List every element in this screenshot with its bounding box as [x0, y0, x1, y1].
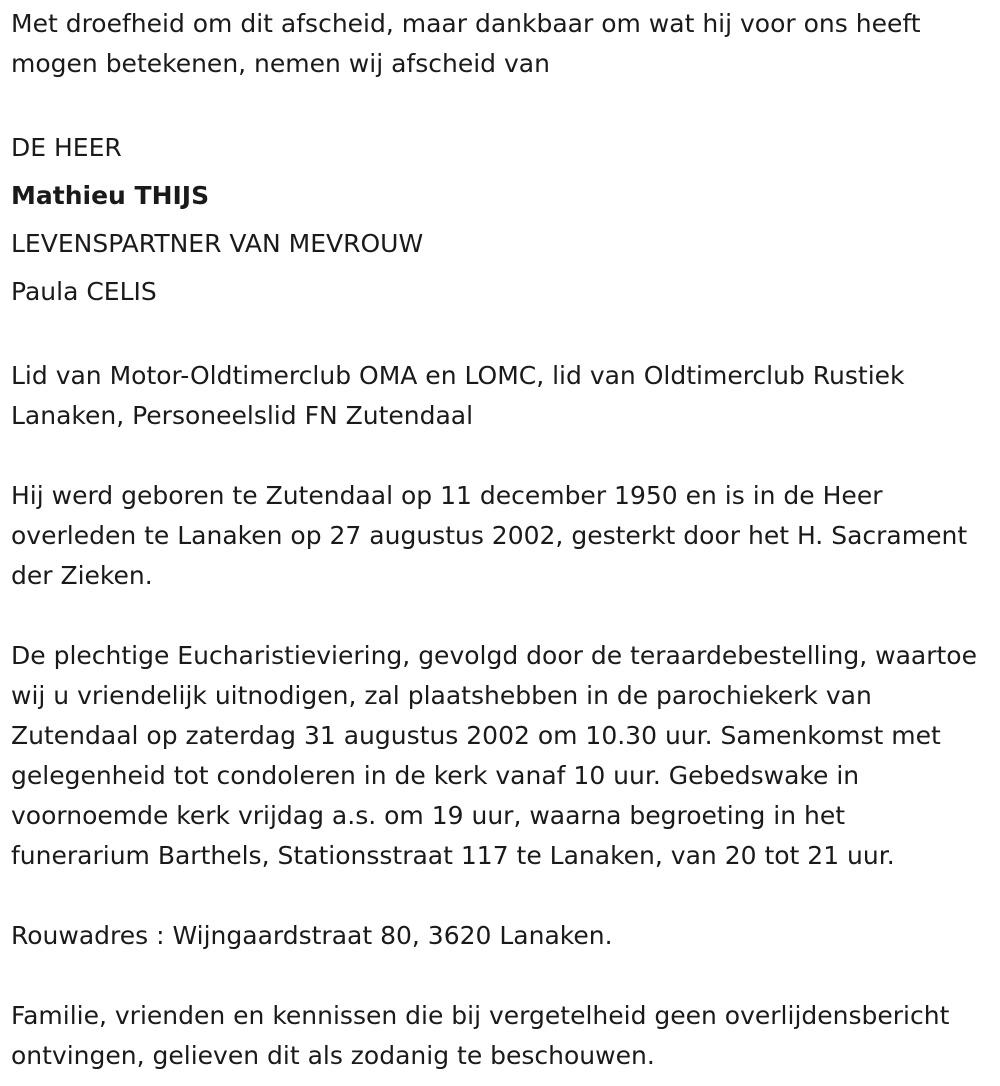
intro-paragraph: Met droefheid om dit afscheid, maar dankbaar om wat hij voor ons heeft mogen betekenen, nemen wij afscheid van — [11, 9, 921, 78]
birth-death-paragraph: Hij werd geboren te Zutendaal op 11 december 1950 en is in de Heer overleden te Lanaken op 27 augustus 2002, gesterkt door het H. Sacrament der Zieken. — [11, 481, 968, 590]
ceremony-paragraph: De plechtige Eucharistieviering, gevolgd door de teraardebestelling, waartoe wij u vriendelijk uitnodigen, zal plaatshebben in de parochiekerk van Zutendaal op zaterdag 31 augustus 2002 om 10.30 uur. Samenkomst met gelegenheid tot condoleren in de kerk vanaf 10 uur. Gebedswake in voornoemde kerk vrijdag a.s. om 19 uur, waarna begroeting in het funerarium Barthels, Stationsstraat 117 te Lanaken, van 20 tot 21 uur. — [11, 641, 977, 870]
title-line: DE HEER — [11, 133, 122, 162]
spacer — [11, 436, 991, 476]
spacer — [11, 84, 991, 124]
address-paragraph: Rouwadres : Wijngaardstraat 80, 3620 Lanaken. — [11, 921, 613, 950]
spacer — [11, 956, 991, 996]
closing-paragraph: Familie, vrienden en kennissen die bij vergetelheid geen overlijdensbericht ontvingen, gelieven dit als zodanig te beschouwen. — [11, 1001, 950, 1070]
partner-name: Paula CELIS — [11, 277, 157, 306]
memberships-paragraph: Lid van Motor-Oldtimerclub OMA en LOMC, lid van Oldtimerclub Rustiek Lanaken, Personeelslid FN Zutendaal — [11, 361, 905, 430]
deceased-name: Mathieu THIJS — [11, 181, 210, 210]
relation-line: LEVENSPARTNER VAN MEVROUW — [11, 229, 424, 258]
spacer — [11, 316, 991, 356]
spacer — [11, 596, 991, 636]
spacer — [11, 876, 991, 916]
obituary-notice — [11, 4, 991, 1076]
